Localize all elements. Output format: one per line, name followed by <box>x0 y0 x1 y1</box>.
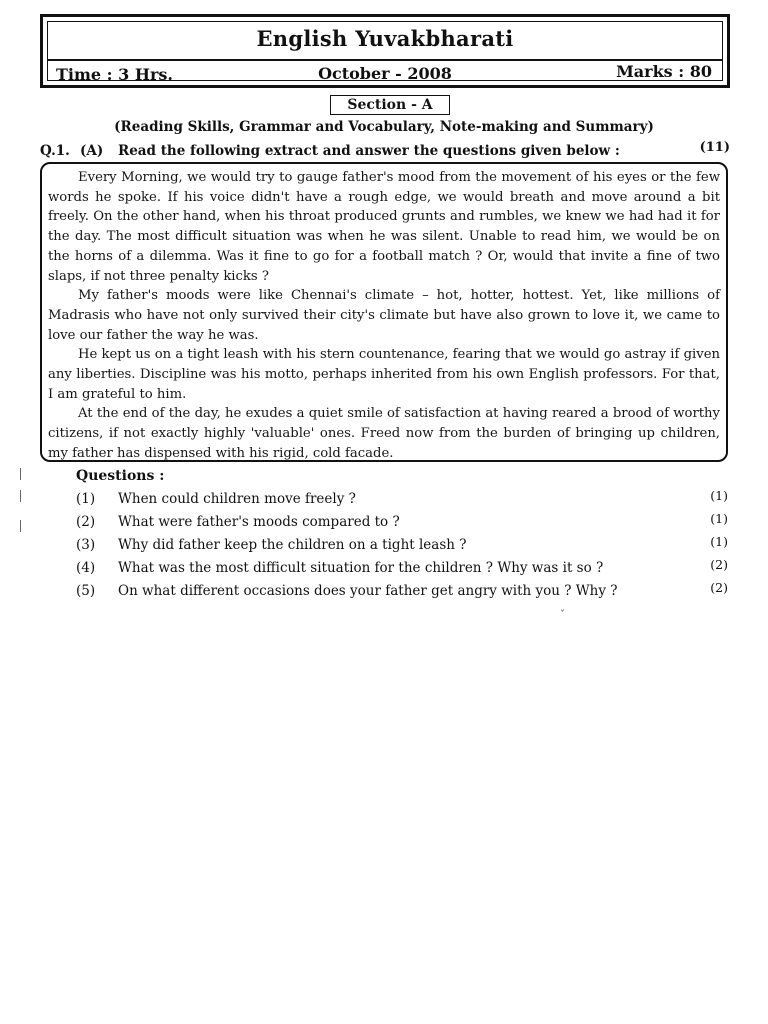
passage-paragraph: At the end of the day, he exudes a quiet smile of satisfaction at having reared a brood of worthy citizens, if not exactly highly 'valuable' ones. Freed now from the burden of bringing up children, my father has dispensed with his rigid, cold facade. <box>48 406 720 461</box>
scan-margin-mark <box>20 490 21 502</box>
question-item <box>0 488 768 510</box>
question-item-number: (5) <box>76 583 96 599</box>
scan-margin-mark <box>20 520 21 532</box>
question-number: Q.1. <box>40 143 70 159</box>
section-title: Section - A <box>330 95 450 115</box>
question-item-number: (2) <box>76 514 96 530</box>
scan-speck: ˇ <box>560 610 565 621</box>
question-item-marks: (1) <box>710 511 728 526</box>
question-item <box>0 511 768 533</box>
question-item-text: When could children move freely ? <box>118 491 356 507</box>
subject-title: English Yuvakbharati <box>256 26 514 51</box>
question-item-number: (4) <box>76 560 96 576</box>
question-marks: (11) <box>699 140 730 155</box>
question-item-number: (1) <box>76 491 96 507</box>
question-item-marks: (2) <box>710 580 728 595</box>
question-item-text: On what different occasions does your father get angry with you ? Why ? <box>118 583 618 599</box>
question-item-number: (3) <box>76 537 96 553</box>
exam-duration: Time : 3 Hrs. <box>56 65 173 84</box>
question-item-marks: (2) <box>710 557 728 572</box>
exam-header <box>40 14 730 88</box>
question-item-marks: (1) <box>710 534 728 549</box>
exam-date: October - 2008 <box>318 64 452 83</box>
section-subtitle: (Reading Skills, Grammar and Vocabulary, Note-making and Summary) <box>114 119 654 135</box>
total-marks: Marks : 80 <box>616 62 712 81</box>
header-divider <box>48 59 722 61</box>
reading-passage <box>40 162 728 462</box>
question-part: (A) <box>80 143 104 159</box>
question-item-text: What were father's moods compared to ? <box>118 514 400 530</box>
header-inner-frame <box>47 21 723 84</box>
scan-margin-mark <box>20 468 21 480</box>
question-instruction: Read the following extract and answer the questions given below : <box>118 143 620 159</box>
question-item <box>0 534 768 556</box>
question-item-text: What was the most difficult situation for the children ? Why was it so ? <box>118 560 604 576</box>
question-item-marks: (1) <box>710 488 728 503</box>
question-item <box>0 580 768 602</box>
question-item <box>0 557 768 579</box>
passage-paragraph: He kept us on a tight leash with his stern countenance, fearing that we would go astray if given any liberties. Discipline was his motto, perhaps inherited from his own English professors. For that, I am grateful to him. <box>48 347 720 402</box>
questions-heading: Questions : <box>76 468 165 484</box>
passage-paragraph: My father's moods were like Chennai's climate – hot, hotter, hottest. Yet, like millions of Madrasis who have not only survived their city's climate but have also grown to love it, we came to love our father the way he was. <box>48 288 720 343</box>
question-item-text: Why did father keep the children on a tight leash ? <box>118 537 467 553</box>
passage-paragraph: Every Morning, we would try to gauge father's mood from the movement of his eyes or the few words he spoke. If his voice didn't have a rough edge, we would breath and move around a bit freely. On the other hand, when his throat produced grunts and rumbles, we knew we had had it for the day. The most difficult situation was when he was silent. Unable to read him, we would be on the horns of a dilemma. Was it fine to go for a football match ? Or, would that invite a fine of two slaps, if not three penalty kicks ? <box>48 170 720 284</box>
